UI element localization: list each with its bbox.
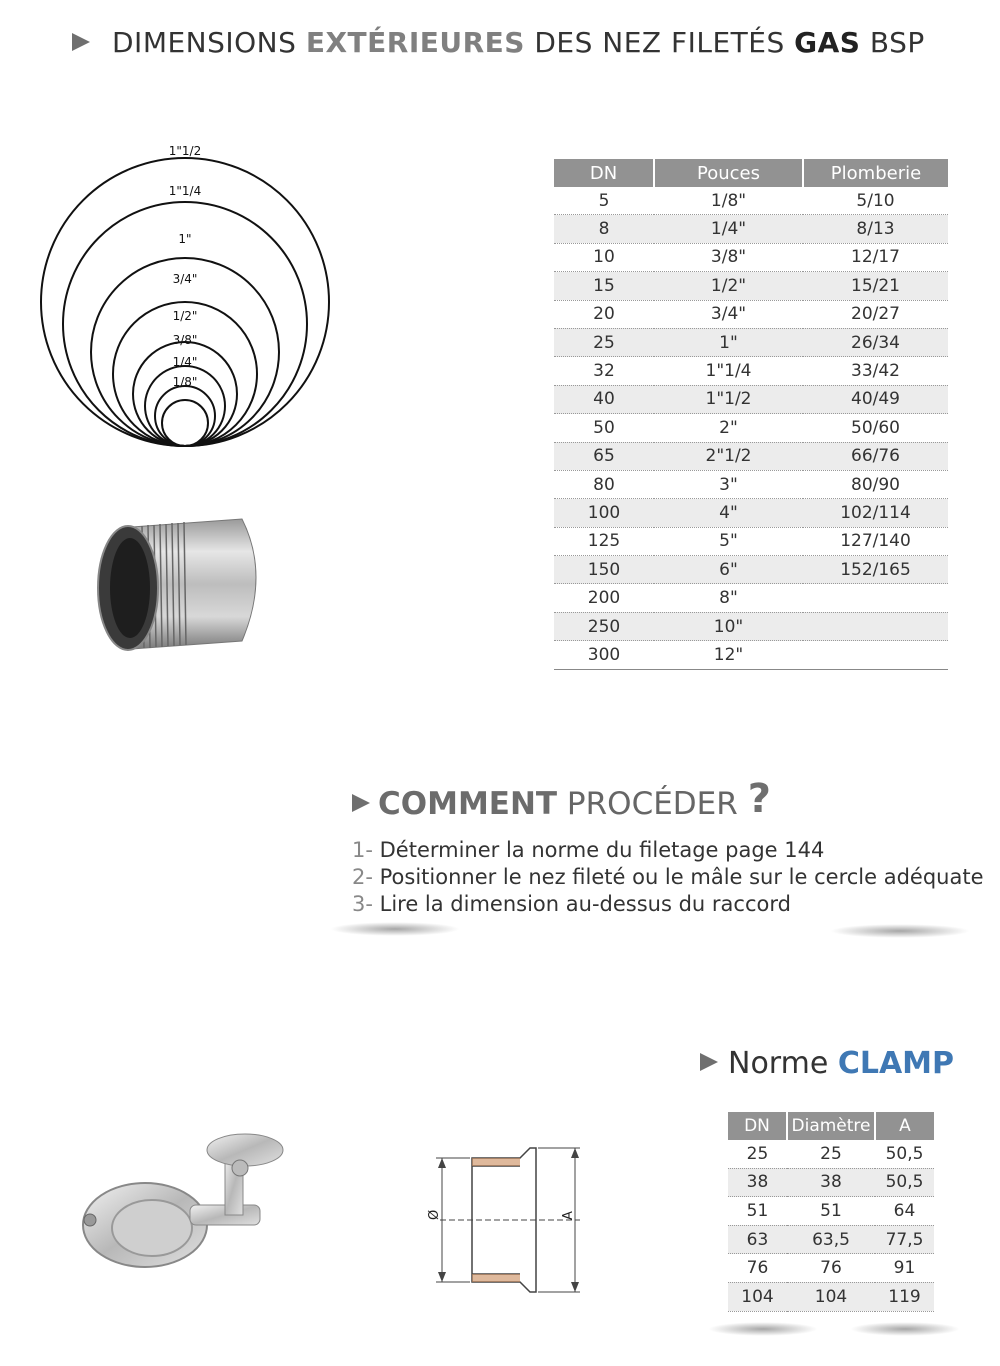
cell-dn: 104 (728, 1282, 787, 1311)
cell-plomberie: 102/114 (803, 499, 948, 527)
step-text: Positionner le nez fileté ou le mâle sur le cercle adéquate (372, 865, 984, 889)
title-part: DES NEZ FILETÉS (524, 26, 795, 59)
cell-plomberie: 40/49 (803, 385, 948, 413)
step-item (352, 865, 984, 889)
a-dimension-label: A (561, 1211, 576, 1220)
cell-dn: 25 (554, 328, 654, 356)
cell-diametre: 104 (787, 1282, 875, 1311)
title-part: BSP (860, 26, 925, 59)
shadow-decoration (708, 1322, 818, 1336)
cell-dn: 125 (554, 527, 654, 555)
arrow-right-icon (700, 1053, 718, 1071)
title-part: DIMENSIONS (112, 26, 306, 59)
question-mark: ? (747, 776, 771, 822)
cell-pouces: 1/8" (654, 187, 803, 215)
cell-dn: 65 (554, 442, 654, 470)
cell-a: 91 (875, 1254, 934, 1283)
cell-dn: 20 (554, 300, 654, 328)
cell-pouces: 3" (654, 470, 803, 498)
step-item (352, 838, 824, 862)
step-number: 2- (352, 865, 373, 889)
circle-label: 1/8" (172, 375, 198, 389)
cell-pouces: 6" (654, 556, 803, 584)
cell-pouces: 4" (654, 499, 803, 527)
shadow-decoration (330, 922, 460, 936)
cell-dn: 15 (554, 272, 654, 300)
column-header-plomberie: Plomberie (803, 159, 948, 187)
table-row (554, 612, 948, 640)
title-bold: COMMENT (378, 786, 558, 822)
column-header-dn: DN (728, 1112, 787, 1140)
cell-dn: 25 (728, 1140, 787, 1168)
cell-dn: 40 (554, 385, 654, 413)
step-text: Lire la dimension au-dessus du raccord (372, 892, 791, 916)
cell-dn: 50 (554, 414, 654, 442)
how-to-section-title (352, 776, 912, 836)
table-row (728, 1254, 934, 1283)
cell-dn: 150 (554, 556, 654, 584)
table-row (728, 1168, 934, 1197)
cell-plomberie (803, 612, 948, 640)
thread-size-circles-diagram (30, 140, 340, 460)
cell-dn: 5 (554, 187, 654, 215)
circle-3-4 (113, 302, 257, 446)
cell-a: 64 (875, 1197, 934, 1226)
cell-plomberie: 152/165 (803, 556, 948, 584)
table-row (728, 1225, 934, 1254)
title-rest: PROCÉDER (557, 786, 738, 822)
cell-dn: 76 (728, 1254, 787, 1283)
cell-dn: 32 (554, 357, 654, 385)
circle-1-8 (162, 400, 208, 446)
table-row (554, 187, 948, 215)
table-row (554, 243, 948, 271)
table-row (554, 556, 948, 584)
circle-label: 1"1/2 (168, 144, 202, 158)
table-row (554, 328, 948, 356)
table-row (554, 272, 948, 300)
cell-a: 77,5 (875, 1225, 934, 1254)
table-row (554, 442, 948, 470)
step-text: Déterminer la norme du filetage page 144 (372, 838, 825, 862)
cell-a: 50,5 (875, 1168, 934, 1197)
cell-dn: 300 (554, 641, 654, 669)
cell-plomberie: 50/60 (803, 414, 948, 442)
table-row (728, 1282, 934, 1311)
cell-pouces: 8" (654, 584, 803, 612)
circle-label: 3/8" (172, 333, 198, 347)
circle-label: 1"1/4 (168, 184, 202, 198)
page-title (72, 26, 972, 66)
shadow-decoration (830, 924, 970, 938)
cell-pouces: 1"1/2 (654, 385, 803, 413)
cell-plomberie (803, 641, 948, 669)
cell-plomberie: 127/140 (803, 527, 948, 555)
cell-pouces: 1" (654, 328, 803, 356)
cell-a: 50,5 (875, 1140, 934, 1168)
table-row (554, 357, 948, 385)
table-row (554, 527, 948, 555)
circle-label: 1" (178, 232, 192, 246)
cell-diametre: 38 (787, 1168, 875, 1197)
gas-bsp-dimensions-table (554, 159, 948, 670)
threaded-nipple-image (92, 515, 277, 655)
arrow-right-icon (352, 794, 370, 812)
cell-diametre: 76 (787, 1254, 875, 1283)
cell-plomberie: 26/34 (803, 328, 948, 356)
column-header-dn: DN (554, 159, 654, 187)
cell-diametre: 63,5 (787, 1225, 875, 1254)
table-row (728, 1197, 934, 1226)
table-row (554, 300, 948, 328)
column-header-diametre: Diamètre (787, 1112, 875, 1140)
clamp-image (70, 1130, 290, 1280)
cell-plomberie: 15/21 (803, 272, 948, 300)
diameter-label: Ø (427, 1209, 442, 1220)
cell-plomberie: 20/27 (803, 300, 948, 328)
circle-label: 1/2" (172, 309, 198, 323)
title-prefix: Norme (728, 1046, 838, 1081)
table-row (554, 499, 948, 527)
circle-label: 3/4" (172, 272, 198, 286)
cell-pouces: 2"1/2 (654, 442, 803, 470)
table-header-row (554, 159, 948, 187)
cell-pouces: 12" (654, 641, 803, 669)
cell-dn: 51 (728, 1197, 787, 1226)
cell-dn: 200 (554, 584, 654, 612)
cell-plomberie: 8/13 (803, 215, 948, 243)
cell-plomberie (803, 584, 948, 612)
clamp-technical-drawing (420, 1140, 590, 1300)
cell-dn: 63 (728, 1225, 787, 1254)
title-bold: CLAMP (837, 1046, 955, 1081)
table-row (554, 641, 948, 669)
step-number: 1- (352, 838, 373, 862)
column-header-a: A (875, 1112, 934, 1140)
cell-pouces: 5" (654, 527, 803, 555)
cell-dn: 250 (554, 612, 654, 640)
step-number: 3- (352, 892, 373, 916)
cell-pouces: 1/2" (654, 272, 803, 300)
cell-dn: 100 (554, 499, 654, 527)
table-row (554, 414, 948, 442)
title-part: EXTÉRIEURES (305, 26, 525, 59)
cell-pouces: 3/4" (654, 300, 803, 328)
shadow-decoration (850, 1322, 960, 1336)
cell-pouces: 10" (654, 612, 803, 640)
step-item (352, 892, 791, 916)
clamp-section-title (700, 1046, 955, 1086)
cell-plomberie: 12/17 (803, 243, 948, 271)
cell-pouces: 2" (654, 414, 803, 442)
cell-plomberie: 33/42 (803, 357, 948, 385)
arrow-right-icon (72, 33, 90, 51)
cell-dn: 10 (554, 243, 654, 271)
table-row (728, 1140, 934, 1168)
circle-label: 1/4" (172, 355, 198, 369)
table-row (554, 385, 948, 413)
circle-1 (91, 258, 279, 446)
cell-dn: 8 (554, 215, 654, 243)
table-row (554, 215, 948, 243)
cell-diametre: 51 (787, 1197, 875, 1226)
cell-pouces: 1"1/4 (654, 357, 803, 385)
table-header-row (728, 1112, 934, 1140)
cell-plomberie: 66/76 (803, 442, 948, 470)
table-row (554, 470, 948, 498)
column-header-pouces: Pouces (654, 159, 803, 187)
cell-pouces: 3/8" (654, 243, 803, 271)
cell-pouces: 1/4" (654, 215, 803, 243)
clamp-dimensions-table (728, 1112, 934, 1312)
cell-diametre: 25 (787, 1140, 875, 1168)
table-row (554, 584, 948, 612)
cell-plomberie: 5/10 (803, 187, 948, 215)
cell-plomberie: 80/90 (803, 470, 948, 498)
cell-dn: 80 (554, 470, 654, 498)
title-part: GAS (794, 26, 861, 59)
cell-dn: 38 (728, 1168, 787, 1197)
cell-a: 119 (875, 1282, 934, 1311)
